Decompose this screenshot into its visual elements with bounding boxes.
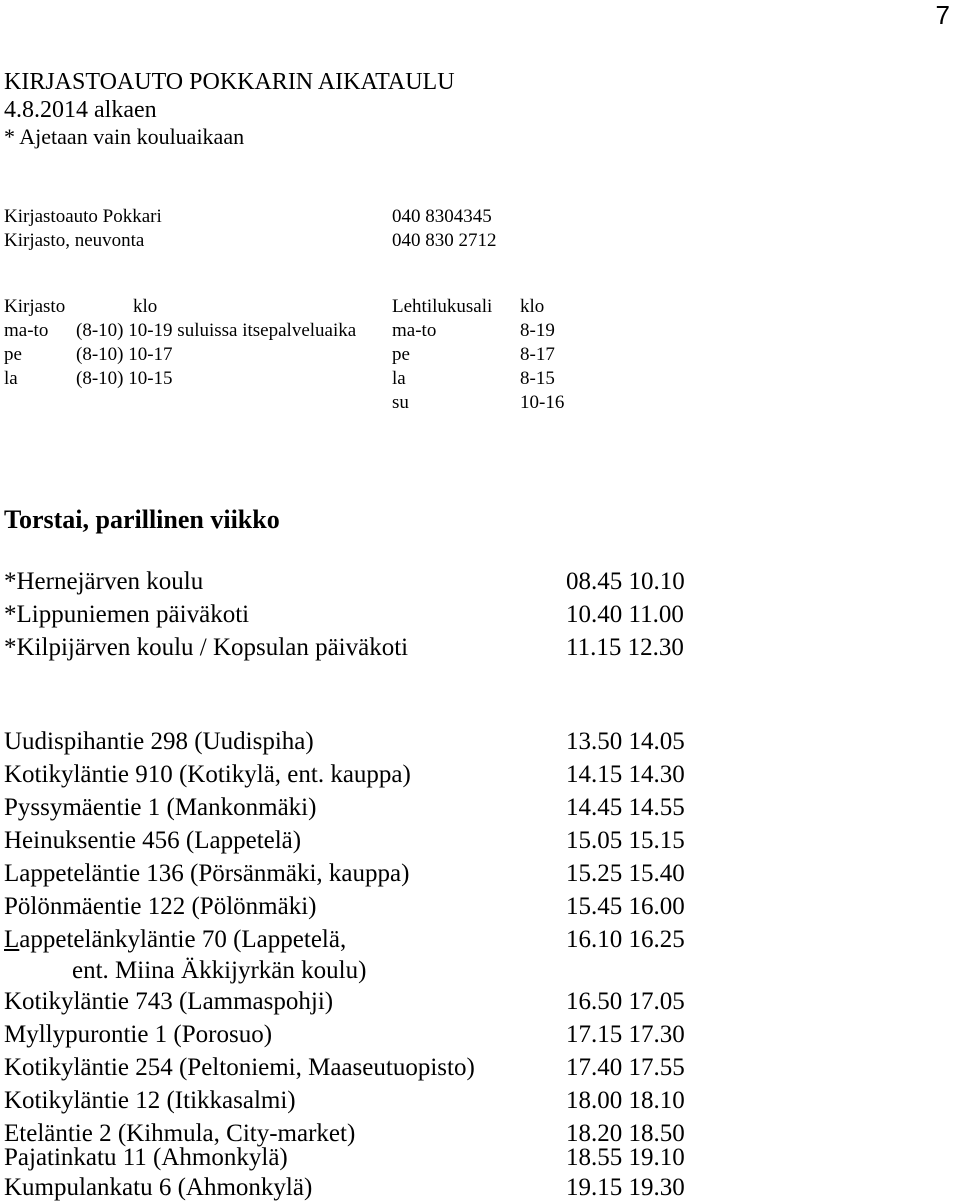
contact-phone: 040 8304345 [392,206,492,227]
route-day-heading: Torstai, parillinen viikko [4,505,280,534]
school-stop-name: *Lippuniemen päiväkoti [4,601,250,628]
stop-times: 18.00 18.10 [566,1087,685,1114]
reading-room-header: Lehtilukusali [392,296,493,317]
stop-times: 14.15 14.30 [566,761,685,788]
stop-name: Lappetelänkyläntie 70 (Lappetelä, [4,926,347,953]
reading-hours-day: la [392,368,406,389]
stop-name: Kotikyläntie 12 (Itikkasalmi) [4,1087,296,1114]
stop-times: 18.55 19.10 [566,1144,685,1171]
stop-name: Heinuksentie 456 (Lappetelä) [4,827,302,854]
page-number: 7 [935,0,950,30]
school-stop-times: 10.40 11.00 [566,601,684,628]
stop-name: Kotikyläntie 254 (Peltoniemi, Maaseutuopisto) [4,1054,475,1081]
reading-hours-time: 8-15 [520,368,555,389]
reading-hours-time: 10-16 [520,392,565,413]
library-hours-time: (8-10) 10-19 suluissa itsepalveluaika [76,320,357,341]
stop-times: 17.15 17.30 [566,1021,685,1048]
library-hours-time: (8-10) 10-15 [76,368,173,389]
reading-hours-day: su [392,392,409,413]
library-hours-day: ma-to [4,320,49,341]
library-hours-header: Kirjasto [4,296,66,317]
library-hours-day: pe [4,344,22,365]
stop-times: 13.50 14.05 [566,728,685,755]
stop-name: Lappeteläntie 136 (Pörsänmäki, kauppa) [4,860,410,887]
schedule-title: KIRJASTOAUTO POKKARIN AIKATAULU [4,69,455,95]
reading-hours-time: 8-19 [520,320,555,341]
contact-name: Kirjastoauto Pokkari [4,206,162,227]
reading-klo-header: klo [520,296,545,317]
stop-name: Pyssymäentie 1 (Mankonmäki) [4,794,317,821]
stop-times: 19.15 19.30 [566,1174,685,1201]
school-stop-name: *Kilpijärven koulu / Kopsulan päiväkoti [4,634,409,661]
stop-times: 16.50 17.05 [566,988,685,1015]
library-klo-header: klo [133,296,158,317]
reading-hours-day: ma-to [392,320,437,341]
stop-times: 18.20 18.50 [566,1120,685,1147]
stop-times: 16.10 16.25 [566,926,685,953]
school-stop-times: 08.45 10.10 [566,568,685,595]
stop-name: Kumpulankatu 6 (Ahmonkylä) [4,1174,313,1201]
stop-times: 14.45 14.55 [566,794,685,821]
stop-name: Pajatinkatu 11 (Ahmonkylä) [4,1144,288,1171]
stop-times: 15.05 15.15 [566,827,685,854]
stop-times: 17.40 17.55 [566,1054,685,1081]
stop-name: Kotikyläntie 910 (Kotikylä, ent. kauppa) [4,761,411,788]
stop-name: Eteläntie 2 (Kihmula, City-market) [4,1120,356,1147]
school-stop-times: 11.15 12.30 [566,634,684,661]
stop-name: Pölönmäentie 122 (Pölönmäki) [4,893,317,920]
stop-times: 15.25 15.40 [566,860,685,887]
contact-name: Kirjasto, neuvonta [4,230,145,251]
stop-name: Uudispihantie 298 (Uudispiha) [4,728,314,755]
library-hours-day: la [4,368,18,389]
reading-hours-time: 8-17 [520,344,555,365]
stop-times: 15.45 16.00 [566,893,685,920]
school-stop-name: *Hernejärven koulu [4,568,204,595]
school-time-note: * Ajetaan vain kouluaikaan [4,124,245,149]
reading-hours-day: pe [392,344,410,365]
library-hours-time: (8-10) 10-17 [76,344,173,365]
schedule-subtitle: 4.8.2014 alkaen [4,97,157,123]
stop-name: Myllypurontie 1 (Porosuo) [4,1021,273,1048]
stop-name-continuation: ent. Miina Äkkijyrkän koulu) [72,957,367,984]
contact-phone: 040 830 2712 [392,230,497,251]
stop-name: Kotikyläntie 743 (Lammaspohji) [4,988,334,1015]
